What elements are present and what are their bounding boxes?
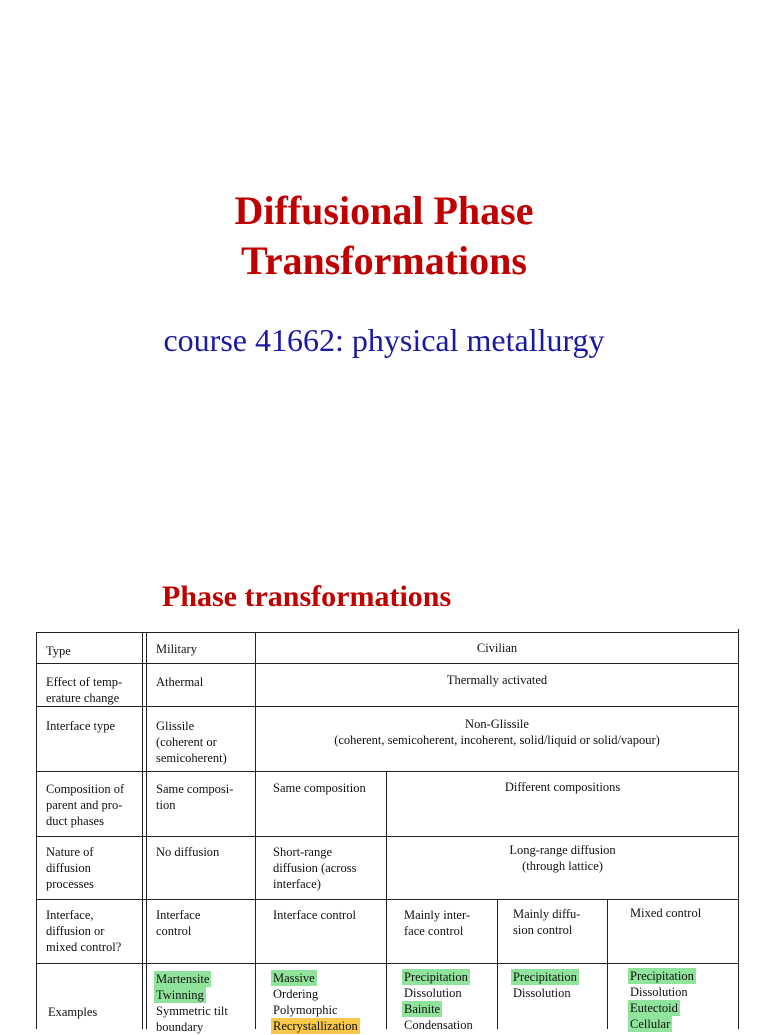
example-item-text: Polymorphic	[273, 1003, 338, 1017]
effect-military: Athermal	[156, 675, 204, 689]
interface-civilian-line2: (coherent, semicoherent, incoherent, solid/liquid or solid/vapour)	[334, 733, 660, 747]
label-diffusion-line1: Nature of	[46, 845, 94, 859]
example-item-text: Bainite	[404, 1002, 441, 1016]
example-item-text: boundary	[156, 1020, 204, 1034]
interface-civilian	[256, 716, 738, 748]
diffusion-short-line1: Short-range	[273, 845, 333, 859]
example-item	[628, 1000, 696, 1016]
label-examples: Examples	[48, 1005, 98, 1019]
diffusion-short-range	[273, 844, 356, 892]
slide-title-line2: Transformations	[241, 238, 527, 283]
example-item	[402, 1001, 475, 1017]
composition-military-line1: Same composi-	[156, 782, 234, 796]
example-item	[628, 1016, 696, 1032]
examples-interface-control	[402, 969, 475, 1033]
table-divider-col5	[607, 899, 608, 1029]
label-composition-line3: duct phases	[46, 814, 104, 828]
diffusion-military: No diffusion	[156, 845, 220, 859]
example-item	[511, 985, 579, 1001]
control-col5-line1: Mainly diffu-	[513, 907, 581, 921]
example-item-text: Massive	[273, 971, 315, 985]
label-interface-type: Interface type	[46, 719, 116, 733]
table-divider-same	[386, 771, 387, 1029]
control-military-line2: control	[156, 924, 192, 938]
interface-military-line3: semicoherent)	[156, 751, 227, 765]
example-item	[628, 984, 696, 1000]
example-item-text: Condensation	[404, 1018, 473, 1032]
example-item-text: Recrystallization	[273, 1019, 358, 1033]
example-item-text: Cellular	[630, 1017, 671, 1031]
label-composition-line1: Composition of	[46, 782, 125, 796]
diffusion-long-range	[387, 842, 738, 874]
row-line-3	[36, 771, 739, 772]
military-header: Military	[156, 642, 197, 656]
control-mainly-diffusion	[513, 906, 580, 938]
control-interface: Interface control	[273, 908, 356, 922]
composition-military	[156, 781, 233, 813]
examples-diffusion-control	[511, 969, 579, 1001]
composition-same: Same composition	[273, 781, 366, 795]
example-item-text: Precipitation	[630, 969, 694, 983]
label-diffusion-line3: processes	[46, 877, 94, 891]
examples-mixed-control	[628, 968, 696, 1032]
example-item-text: Ordering	[273, 987, 319, 1001]
example-item	[271, 970, 360, 986]
composition-different: Different compositions	[504, 780, 621, 794]
slide-title	[0, 186, 768, 286]
example-item	[154, 971, 230, 987]
example-item	[154, 1019, 230, 1035]
control-military	[156, 907, 200, 939]
table-divider-label-double	[146, 632, 147, 1029]
table-divider-label	[142, 632, 143, 1029]
example-item	[511, 969, 579, 985]
row-line-4	[36, 836, 739, 837]
example-item	[271, 986, 360, 1002]
example-item-text: Symmetric tilt	[156, 1004, 228, 1018]
example-item	[402, 1017, 475, 1033]
interface-military-line2: (coherent or	[156, 735, 217, 749]
row-line-1	[36, 663, 739, 664]
interface-military-line1: Glissile	[156, 719, 195, 733]
diffusion-short-line3: interface)	[273, 877, 321, 891]
label-composition	[46, 781, 124, 829]
slide-title-line1: Diffusional Phase	[234, 188, 534, 233]
label-diffusion	[46, 844, 94, 892]
interface-civilian-line1: Non-Glissile	[465, 717, 529, 731]
example-item-text: Martensite	[156, 972, 210, 986]
example-item-text: Precipitation	[513, 970, 577, 984]
row-line-5	[36, 899, 739, 900]
slide-subtitle: course 41662: physical metallurgy	[163, 322, 605, 358]
diffusion-long-line1: Long-range diffusion	[509, 843, 616, 857]
table-divider-military	[255, 632, 256, 1029]
label-effect-line1: Effect of temp-	[46, 675, 123, 689]
control-military-line1: Interface	[156, 908, 201, 922]
label-type: Type	[46, 644, 71, 658]
label-effect-line2: erature change	[46, 691, 120, 705]
example-item	[154, 987, 230, 1003]
table-border-left	[36, 632, 37, 1029]
example-item-text: Twinning	[156, 988, 204, 1002]
example-item-text: Dissolution	[404, 986, 462, 1000]
label-control	[46, 907, 121, 955]
control-col4-line1: Mainly inter-	[404, 908, 471, 922]
row-line-2	[36, 706, 739, 707]
example-item	[154, 1003, 230, 1019]
example-item	[402, 985, 475, 1001]
table-divider-col4	[497, 899, 498, 1029]
row-line-6	[36, 963, 739, 964]
diffusion-short-line2: diffusion (across	[273, 861, 357, 875]
control-col5-line2: sion control	[513, 923, 573, 937]
label-control-line1: Interface,	[46, 908, 94, 922]
control-mainly-interface	[404, 907, 470, 939]
label-composition-line2: parent and pro-	[46, 798, 123, 812]
example-item	[271, 1018, 360, 1034]
example-item-text: Dissolution	[513, 986, 571, 1000]
diffusion-long-line2: (through lattice)	[522, 859, 603, 873]
table-border-top	[36, 632, 739, 633]
label-diffusion-line2: diffusion	[46, 861, 91, 875]
civilian-header: Civilian	[476, 641, 518, 655]
examples-same-composition	[271, 970, 360, 1034]
examples-military	[154, 971, 230, 1035]
composition-military-line2: tion	[156, 798, 176, 812]
section-title: Phase transformations	[162, 580, 452, 613]
label-effect	[46, 674, 122, 706]
effect-civilian: Thermally activated	[446, 673, 548, 687]
label-control-line2: diffusion or	[46, 924, 105, 938]
control-col4-line2: face control	[404, 924, 464, 938]
label-control-line3: mixed control?	[46, 940, 122, 954]
table-border-right	[738, 629, 739, 1029]
example-item-text: Dissolution	[630, 985, 688, 999]
phase-transformations-table	[36, 629, 740, 1034]
example-item	[628, 968, 696, 984]
interface-military	[156, 718, 227, 766]
example-item	[402, 969, 475, 985]
example-item-text: Precipitation	[404, 970, 468, 984]
example-item	[271, 1002, 360, 1018]
control-mixed: Mixed control	[630, 906, 702, 920]
example-item-text: Eutectoid	[630, 1001, 678, 1015]
